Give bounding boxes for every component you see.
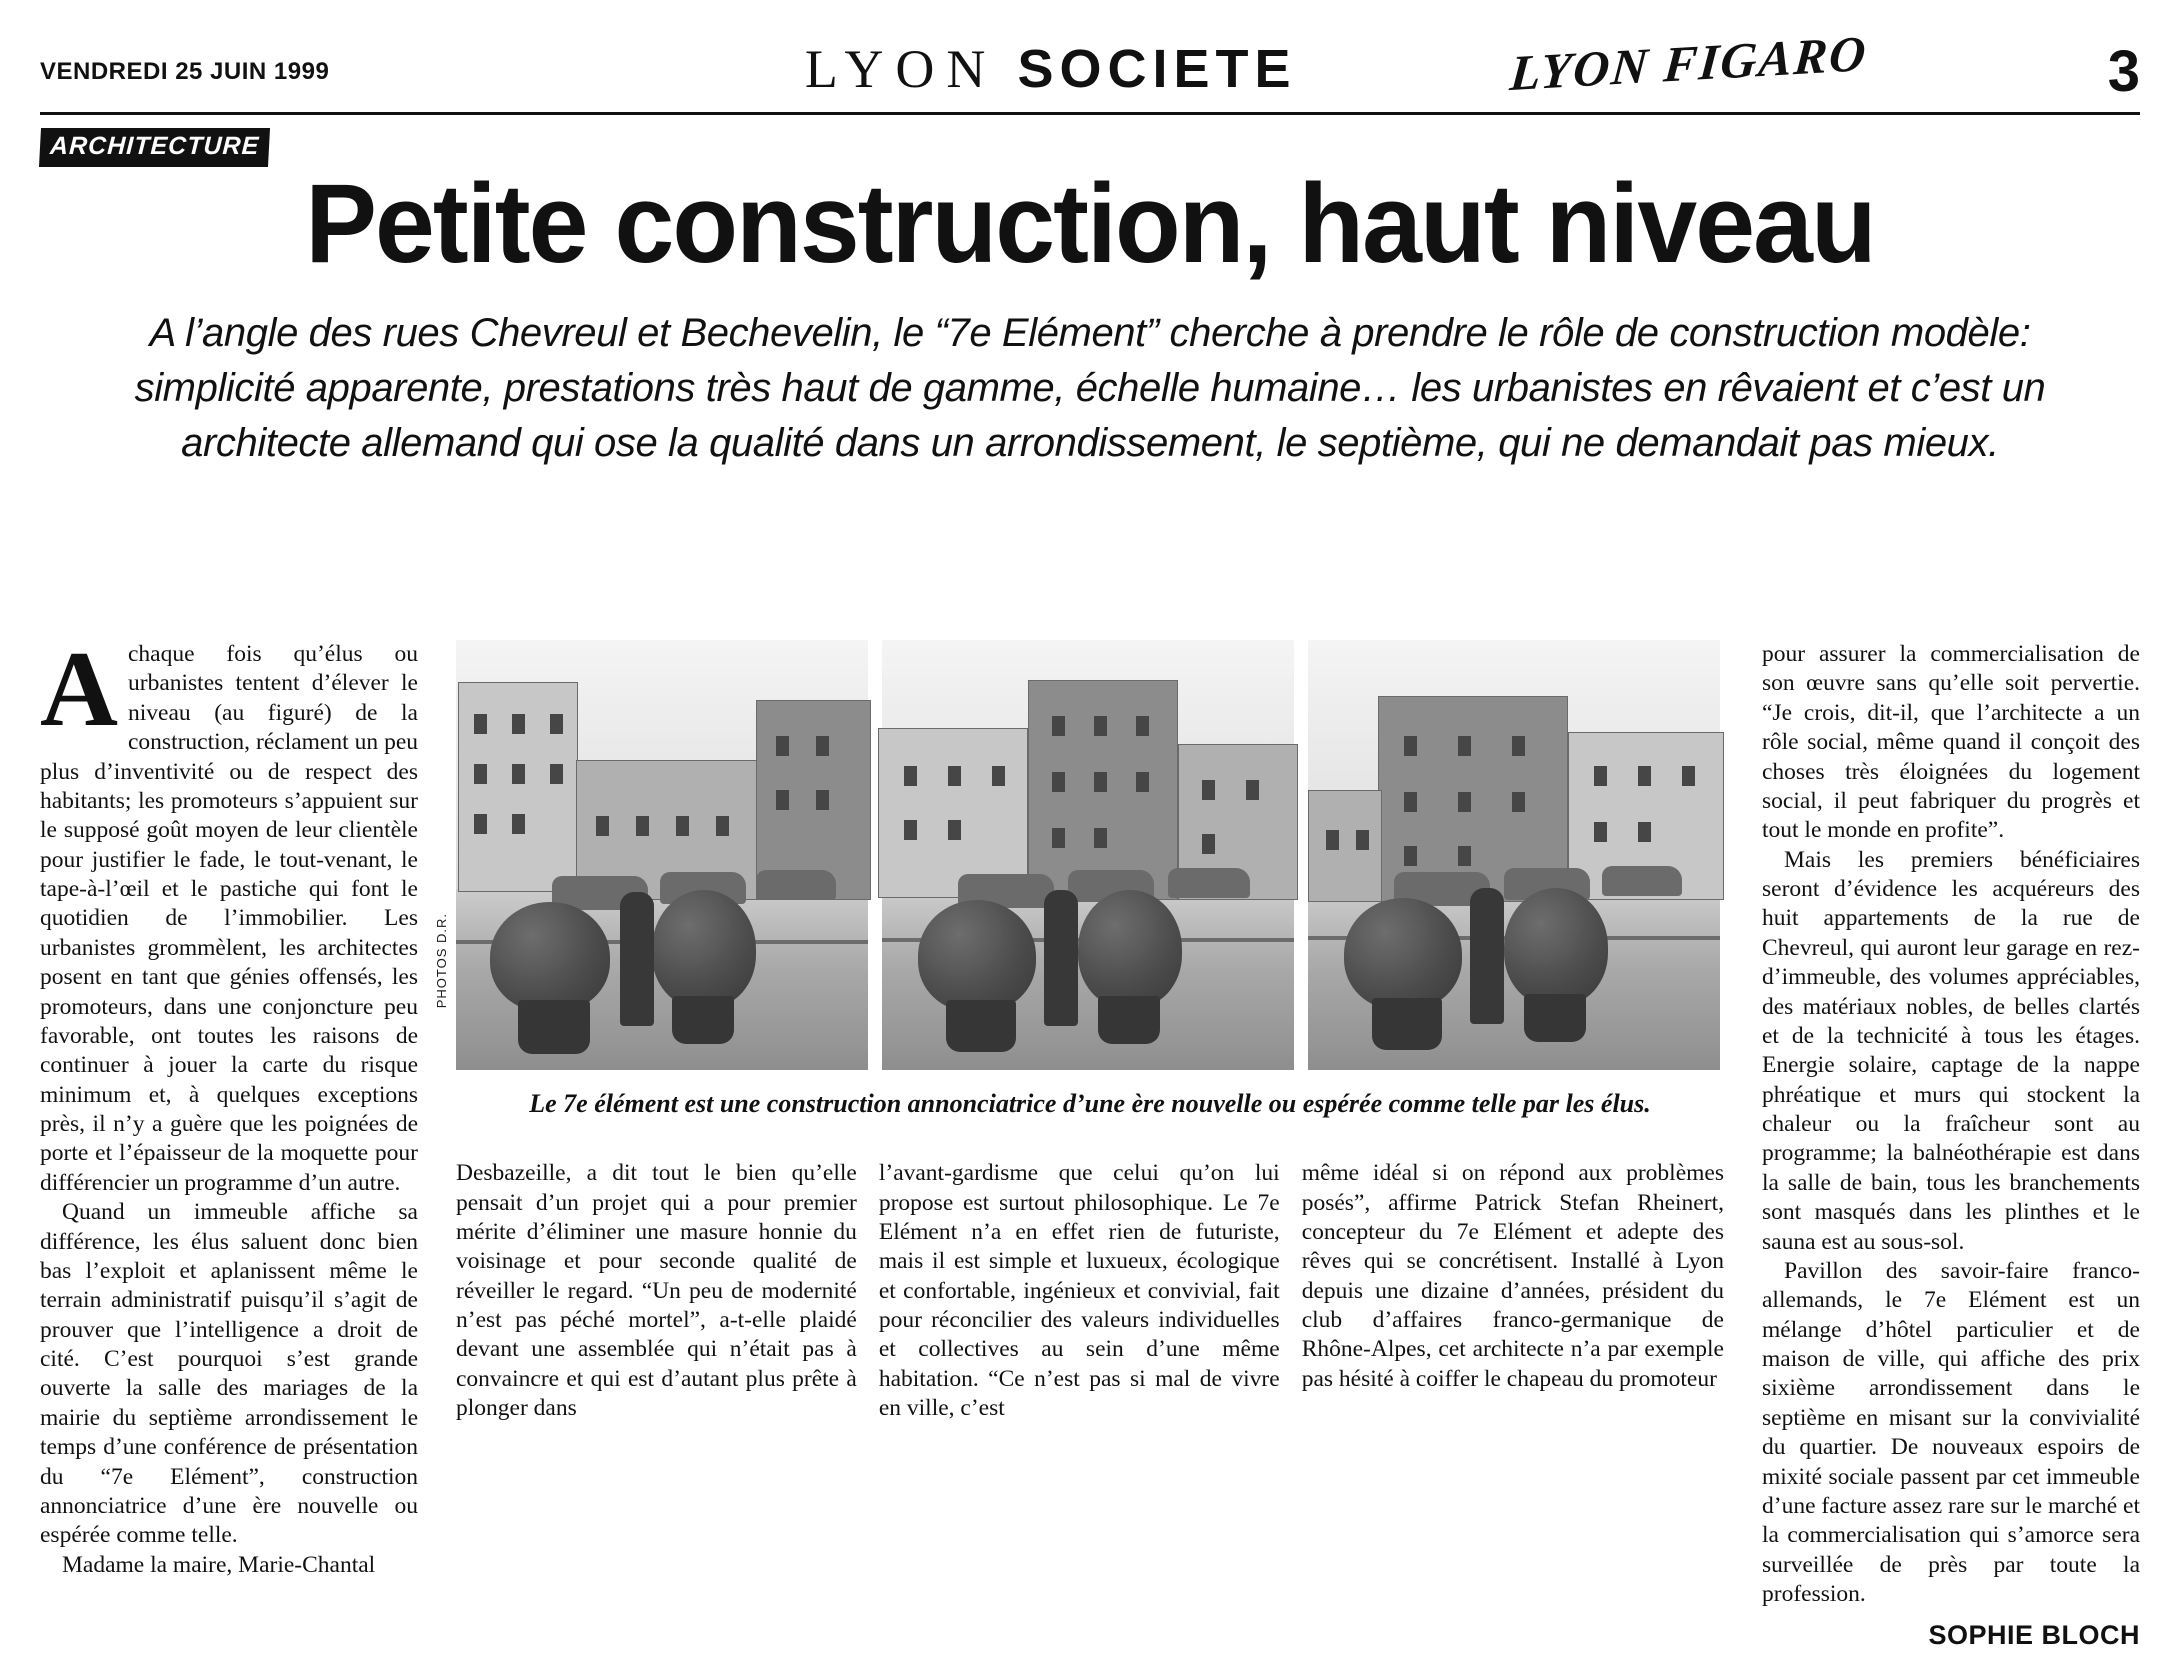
column-right bbox=[1740, 640, 2140, 1653]
paragraph: pour assurer la commercialisation de son œuvre sans qu’elle soit pervertie. “Je crois, dit-il, que l’architecte a un rôle social, même quand il conçoit des choses très éloignées du logement social, il peut fabriquer du progrès et tout le monde en profite”. bbox=[1762, 641, 2140, 844]
publication-date: VENDREDI 25 JUIN 1999 bbox=[40, 58, 330, 85]
masthead-rule bbox=[40, 112, 2140, 115]
section-title bbox=[805, 38, 1297, 100]
paragraph: Quand un immeuble affiche sa différence, les élus saluent donc bien bas l’exploit et aplanissent même le terrain administratif puisqu’il s’agit de prouver que l’intelligence a droit de cité. C’est pourquoi s’est grande ouverte la salle des mariages de la mairie du septième arrondissement le temps d’une conférence de présentation du “7e Elément”, construction annonciatrice d’une ère nouvelle ou espérée comme telle. bbox=[40, 1199, 418, 1549]
photo-street-corner-2 bbox=[882, 640, 1294, 1070]
byline: SOPHIE BLOCH bbox=[1928, 1620, 2140, 1651]
paragraph: même idéal si on répond aux problèmes posés”, affirme Patrick Stefan Rheinert, concepteur du 7e Elément et adepte des rêves qui se concrétisent. Installé à Lyon depuis une dizaine d’années, président du club d’affaires franco-germanique de Rhône-Alpes, cet architecte n’a par exemple pas hésité à coiffer le chapeau du promoteur bbox=[1301, 1160, 1724, 1392]
lower-columns bbox=[456, 1136, 1724, 1447]
top-columns bbox=[40, 630, 2140, 1653]
paragraph: Pavillon des savoir-faire franco-allemands, le 7e Elément est un mélange d’hôtel particulier et de maison de ville, qui affiche des prix sixième arrondissement dans le septième en misant sur la convivialité du quartier. De nouveaux espoirs de mixité sociale passent par cet immeuble d’une facture assez rare sur le marché et la commercialisation qui s’amorce sera surveillée de près par toute la profession. bbox=[1762, 1257, 2140, 1607]
article-body bbox=[40, 630, 2140, 1651]
photo-credit: PHOTOS D.R. bbox=[434, 912, 449, 1008]
paragraph: Achaque fois qu’élus ou urbanistes tentent d’élever le niveau (au figuré) de la construction, réclament un peu plus d’inventivité ou de respect des habitants; les promoteurs s’appuient sur le supposé goût moyen de leur clientèle pour justifier le fade, le tout-venant, le tape-à-l’œil et le pastiche qui font le quotidien de l’immobilier. Les urbanistes grommèlent, les architectes posent en tant que génies offensés, les promoteurs, dans une conjoncture peu favorable, ont toutes les raisons de continuer à jouer la carte du risque minimum et, à quelques exceptions près, il n’y a guère que les poignées de porte et l’épaisseur de la moquette pour différencier un programme d’un autre. bbox=[40, 630, 418, 1196]
photo-street-corner-1 bbox=[434, 640, 868, 1070]
article-headline: Petite construction, haut niveau bbox=[305, 161, 1875, 286]
column-lower-2 bbox=[879, 1136, 1302, 1447]
center-block bbox=[434, 640, 1740, 1653]
paragraph: l’avant-gardisme que celui qu’on lui propose est surtout philosophique. Le 7e Elément n’a en effet rien de futuriste, mais il est simple et luxueux, écologique et confortable, ingénieux et convivial, fait pour réconcilier des valeurs individuelles et collectives au sein d’une même habitation. “Ce n’est pas si mal de vivre en ville, c’est bbox=[878, 1160, 1280, 1422]
page-number: 3 bbox=[2107, 39, 2140, 104]
paragraph: Desbazeille, a dit tout le bien qu’elle pensait d’un projet qui a pour premier mérite d’éliminer une masure honnie du voisinage et pour seconde qualité de réveiller le regard. “Un peu de modernité n’est pas péché mortel”, a-t-elle plaidé devant une assemblée qui n’était pas à convaincre et qui est d’autant plus prête à plonger dans bbox=[456, 1160, 857, 1422]
column-left bbox=[40, 630, 440, 1653]
article-standfirst: A l’angle des rues Chevreul et Bechevelin, le “7e Elément” cherche à prendre le rôle de construction modèle: simplicité apparente, prestations très haut de gamme, échelle humaine… les urbanistes en rêvaient et c’est un architecte allemand qui ose la qualité dans un arrondissement, le septième, qui ne demandait pas mieux. bbox=[134, 311, 2046, 466]
kicker-container bbox=[40, 128, 269, 167]
photo-street-corner-3 bbox=[1308, 640, 1720, 1070]
column-lower-1 bbox=[456, 1136, 879, 1447]
section-kicker: ARCHITECTURE bbox=[39, 128, 270, 167]
masthead bbox=[40, 0, 2140, 120]
photo-caption: Le 7e élément est une construction annonciatrice d’une ère nouvelle ou espérée comme telle par les élus. bbox=[529, 1089, 1651, 1118]
lyon-figaro-logo: LYON FIGARO bbox=[1507, 24, 1870, 102]
photo-row bbox=[434, 640, 1724, 1070]
paragraph: Mais les premiers bénéficiaires seront d’évidence les acquéreurs des huit appartements de la rue de Chevreul, qui auront leur garage en rez-d’immeuble, des volumes appréciables, des matériaux nobles, de belles clartés et de la technicité à tous les étages. Energie solaire, captage de la nappe phréatique et murs qui stockent la chaleur ou la fraîcheur sont au programme; la balnéothérapie est dans la salle de bain, tous les branchements sont masqués dans les plinthes et le sauna est au sous-sol. bbox=[1762, 846, 2140, 1255]
paragraph: Madame la maire, Marie-Chantal bbox=[62, 1551, 376, 1578]
section-title-word-societe: SOCIETE bbox=[1017, 39, 1297, 99]
column-lower-3 bbox=[1302, 1136, 1724, 1447]
section-title-word-lyon: LYON bbox=[804, 39, 998, 99]
